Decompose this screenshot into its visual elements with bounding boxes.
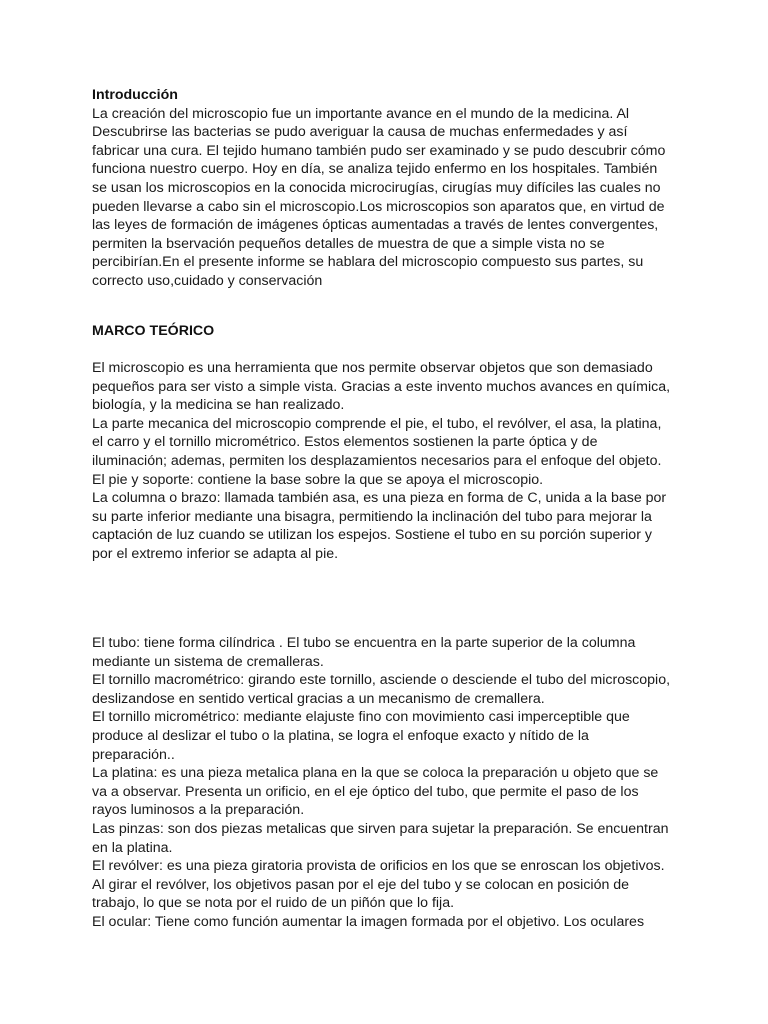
parts-line: Al girar el revólver, los objetivos pasan por el eje del tubo y se colocan en posición de: [92, 876, 630, 893]
marco-line: El pie y soporte: contiene la base sobre la que se apoya el microscopio.: [92, 471, 544, 488]
marco-line: por el extremo inferior se adapta al pie.: [92, 546, 339, 562]
parts-line: La platina: es una pieza metalica plana en la que se coloca la preparación u objeto que se: [92, 765, 659, 782]
intro-line: pueden llevarse a cabo sin el microscopio.Los microscopios son aparatos que, en virtud de: [92, 198, 665, 215]
marco-line: La columna o brazo: llamada también asa, es una pieza en forma de C, unida a la base por: [92, 490, 667, 507]
intro-line: se usan los microscopios en la conocida microcirugías, cirugías muy difíciles las cuales no: [92, 180, 661, 196]
marco-line: pequeños para ser visto a simple vista. Gracias a este invento muchos avances en química,: [92, 378, 671, 395]
marco-line: El microscopio es una herramienta que nos permite observar objetos que son demasiado: [92, 360, 653, 376]
intro-line: las leyes de formación de imágenes ópticas aumentadas a través de lentes convergentes,: [92, 217, 659, 234]
marco-line: iluminación; ademas, permiten los desplazamientos necesarios para el enfoque del objeto.: [92, 453, 662, 469]
intro-line: fabricar una cura. El tejido humano también pudo ser examinado y se pudo descubrir cómo: [92, 142, 666, 159]
parts-line: mediante un sistema de cremalleras.: [92, 653, 324, 670]
parts-line: El tornillo micrométrico: mediante elajuste fino con movimiento casi imperceptible que: [92, 709, 630, 726]
parts-line: El tubo: tiene forma cilíndrica . El tubo se encuentra en la parte superior de la columna: [92, 635, 636, 651]
intro-line: funciona nuestro cuerpo. Hoy en día, se analiza tejido enfermo en los hospitales. También: [92, 161, 658, 178]
parts-line: El revólver: es una pieza giratoria provista de orificios en los que se enroscan los objetivos.: [92, 858, 665, 875]
parts-line: trabajo, lo que se nota por el ruido de un piñón que lo fija.: [92, 895, 455, 912]
intro-line: percibirían.En el presente informe se hablara del microscopio compuesto sus partes, su: [92, 254, 644, 271]
marco-line: su parte inferior mediante una bisagra, permitiendo la inclinación del tubo para mejorar la: [92, 508, 652, 525]
parts-line: rayos luminosos a la preparación.: [92, 802, 305, 819]
marco-line: biología, y la medicina se han realizado.: [92, 397, 345, 414]
intro-heading: Introducción: [92, 87, 178, 103]
intro-line: La creación del microscopio fue un importante avance en el mundo de la medicina. Al: [92, 105, 630, 122]
marco-line: La parte mecanica del microscopio comprende el pie, el tubo, el revólver, el asa, la platina,: [92, 415, 662, 432]
parts-line: El tornillo macrométrico: girando este tornillo, asciende o desciende el tubo del microscopio,: [92, 672, 671, 689]
parts-line: preparación..: [92, 746, 175, 763]
parts-line: produce al deslizar el tubo o la platina, se logra el enfoque exacto y nítido de la: [92, 728, 589, 744]
parts-line: Las pinzas: son dos piezas metalicas que sirven para sujetar la preparación. Se encuentran: [92, 821, 669, 837]
marco-line: el carro y el tornillo micrométrico. Estos elementos sostienen la parte óptica y de: [92, 434, 598, 451]
parts-line: en la platina.: [92, 839, 173, 856]
intro-line: permiten la bservación pequeños detalles de muestra de que a simple vista no se: [92, 235, 605, 252]
parts-line: va a observar. Presenta un orificio, en el eje óptico del tubo, que permite el paso de los: [92, 783, 639, 800]
parts-line: deslizandose en sentido vertical gracias a un mecanismo de cremallera.: [92, 690, 545, 707]
marco-line: captación de luz cuando se utilizan los espejos. Sostiene el tubo en su porción superior y: [92, 527, 652, 544]
intro-line: Descubrirse las bacterias se pudo averiguar la causa de muchas enfermedades y así: [92, 124, 628, 141]
marco-heading: MARCO TEÓRICO: [92, 323, 215, 339]
parts-line: El ocular: Tiene como función aumentar la imagen formada por el objetivo. Los oculares: [92, 914, 645, 930]
intro-line: correcto uso,cuidado y conservación: [92, 273, 323, 289]
